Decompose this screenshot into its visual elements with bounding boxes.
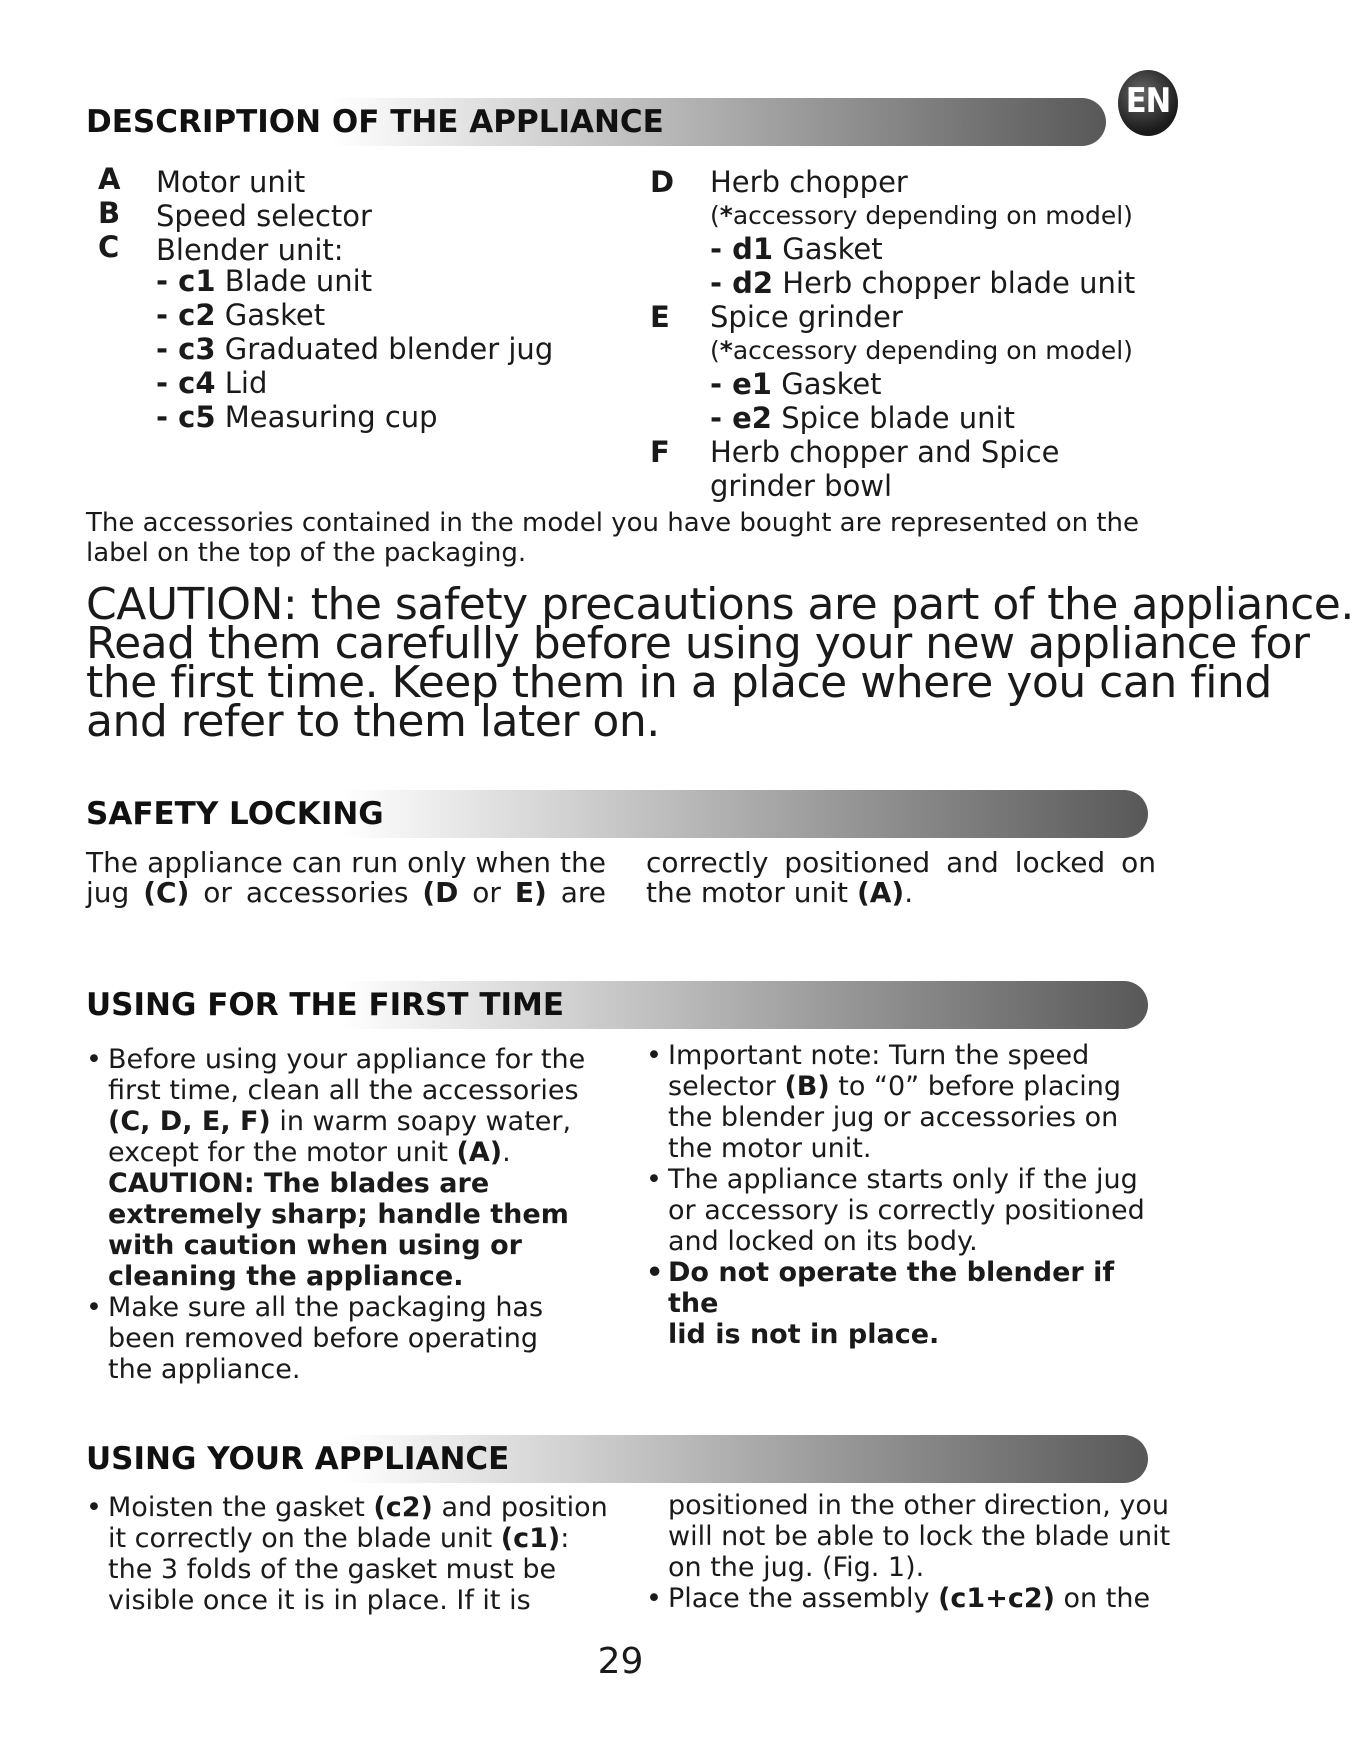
caution-line-1: CAUTION: the safety precautions are part of the appliance. bbox=[86, 579, 1354, 630]
section-title-using: USING YOUR APPLIANCE bbox=[86, 1441, 510, 1477]
first-time-bullet-4: • The appliance starts only if the jug or accessory is correctly positioned and locked on its body. bbox=[646, 1164, 1166, 1257]
part-d2: - d2 Herb chopper blade unit bbox=[710, 266, 1136, 300]
section-header-using bbox=[86, 1435, 1148, 1483]
caution-line-3: the first time. Keep them in a place where you can find bbox=[86, 657, 1272, 708]
blade-caution: CAUTION: The blades are extremely sharp; handle them with caution when using or cleaning the appliance. bbox=[108, 1168, 569, 1292]
first-time-bullet-5: • Do not operate the blender if the lid is not in place. bbox=[646, 1257, 1166, 1350]
section-title-description: DESCRIPTION OF THE APPLIANCE bbox=[86, 104, 664, 140]
first-time-bullet-1: • Before using your appliance for the first time, clean all the accessories (C, D, E, F) in warm soapy water, except for the motor unit (A). CAUTION: The blades are extremely sharp; handle them with caution when using or cleaning the appliance. bbox=[86, 1044, 616, 1292]
part-letter-f: F bbox=[650, 435, 670, 469]
first-time-right bbox=[646, 1040, 1166, 1350]
using-left bbox=[86, 1492, 616, 1616]
part-label-f-1: Herb chopper and Spice bbox=[710, 435, 1060, 469]
part-e1: - e1 Gasket bbox=[710, 367, 882, 401]
using-bullet-1: • Moisten the gasket (c2) and position it correctly on the blade unit (c1): the 3 folds of the gasket must be visible once it is in place. If it is bbox=[86, 1492, 616, 1616]
part-code: c2 bbox=[178, 298, 216, 332]
caution-line-2: Read them carefully before using your new appliance for bbox=[86, 618, 1310, 669]
first-time-bullet-3: • Important note: Turn the speed selector (B) to “0” before placing the blender jug or accessories on the motor unit. bbox=[646, 1040, 1166, 1164]
first-time-bullet-2: • Make sure all the packaging has been removed before operating the appliance. bbox=[86, 1292, 616, 1385]
part-label-f-2: grinder bowl bbox=[710, 469, 893, 503]
using-right: positioned in the other direction, you will not be able to lock the blade unit on the jug. (Fig. 1). • Place the assembly (c1+c2) on the bbox=[646, 1490, 1176, 1614]
section-title-first-time: USING FOR THE FIRST TIME bbox=[86, 987, 565, 1023]
part-note-d: (*accessory depending on model) bbox=[710, 201, 1133, 230]
section-header-first-time bbox=[86, 981, 1148, 1029]
safety-left: The appliance can run only when the jug (C) or accessories (D or E) are bbox=[86, 846, 606, 909]
part-letter-b: B bbox=[98, 196, 121, 230]
part-c2: - c2 Gasket bbox=[156, 298, 326, 332]
part-letter-c: C bbox=[98, 230, 120, 264]
section-header-safety bbox=[86, 790, 1148, 838]
section-title-safety: SAFETY LOCKING bbox=[86, 796, 384, 832]
part-c3: - c3 Graduated blender jug bbox=[156, 332, 554, 366]
first-time-left bbox=[86, 1044, 616, 1385]
part-letter-d: D bbox=[650, 165, 675, 199]
caution-line-4: and refer to them later on. bbox=[86, 696, 660, 747]
part-c1: - c1 Blade unit bbox=[156, 264, 373, 298]
section-header-description bbox=[86, 98, 1106, 146]
part-e2: - e2 Spice blade unit bbox=[710, 401, 1015, 435]
using-bullet-2: • Place the assembly (c1+c2) on the bbox=[646, 1583, 1176, 1614]
part-letter-a: A bbox=[98, 162, 121, 196]
part-letter-e: E bbox=[650, 300, 670, 334]
part-code: c4 bbox=[178, 366, 216, 400]
part-c4: - c4 Lid bbox=[156, 366, 268, 400]
part-note-e: (*accessory depending on model) bbox=[710, 336, 1133, 365]
caution-block bbox=[86, 579, 1354, 747]
part-code: c3 bbox=[178, 332, 216, 366]
part-d1: - d1 Gasket bbox=[710, 232, 883, 266]
language-badge: EN bbox=[1118, 70, 1178, 136]
accessories-note: The accessories contained in the model you have bought are represented on the label on the top of the packaging. bbox=[86, 508, 1140, 568]
part-code: c1 bbox=[178, 264, 216, 298]
part-label-a: Motor unit bbox=[156, 165, 306, 199]
part-label-d: Herb chopper bbox=[710, 165, 908, 199]
page-number: 29 bbox=[597, 1641, 644, 1682]
part-label-c: Blender unit: bbox=[156, 233, 344, 267]
part-label-e: Spice grinder bbox=[710, 300, 903, 334]
part-c5: - c5 Measuring cup bbox=[156, 400, 438, 434]
part-label-b: Speed selector bbox=[156, 199, 372, 233]
part-code: c5 bbox=[178, 400, 216, 434]
safety-right: correctly positioned and locked on the motor unit (A). bbox=[646, 846, 1156, 909]
